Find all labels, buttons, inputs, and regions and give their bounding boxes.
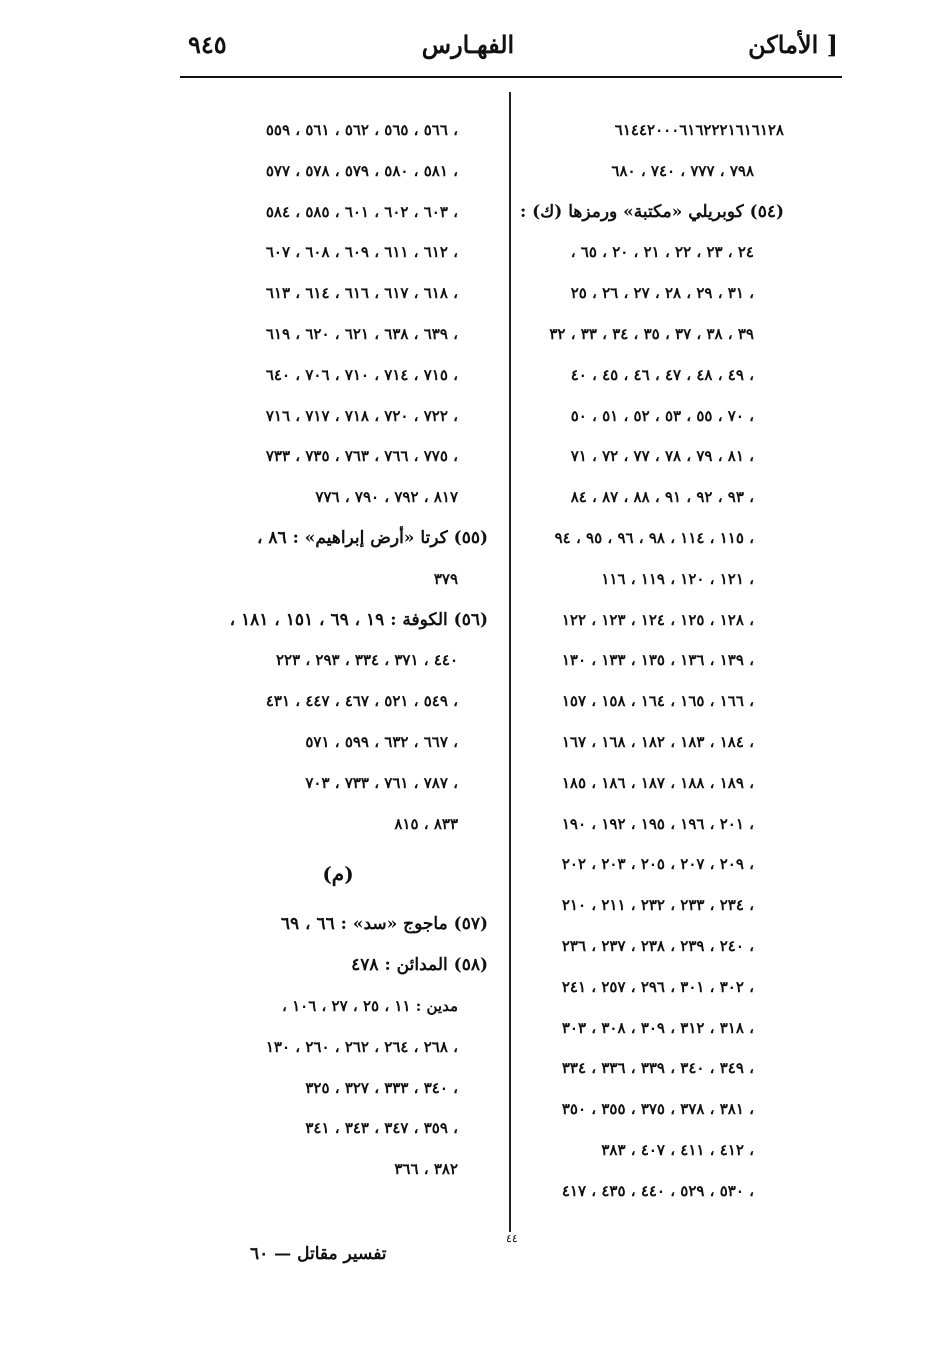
index-entry-heading: (٥٨) المدائن : ٤٧٨ bbox=[351, 955, 488, 976]
index-line: ، ١٢٨ ، ١٢٥ ، ١٢٤ ، ١٢٣ ، ١٢٢ bbox=[561, 610, 754, 629]
index-line: ، ٦٦٧ ، ٦٣٢ ، ٥٩٩ ، ٥٧١ bbox=[305, 732, 458, 751]
index-line: ٤٤٠ ، ٣٧١ ، ٣٣٤ ، ٢٩٣ ، ٢٢٣ bbox=[275, 651, 458, 670]
index-line: ، ٢٠٩ ، ٢٠٧ ، ٢٠٥ ، ٢٠٣ ، ٢٠٢ bbox=[561, 855, 754, 874]
index-line: ، ٢٠١ ، ١٩٦ ، ١٩٥ ، ١٩٢ ، ١٩٠ bbox=[561, 814, 754, 833]
index-line: ، ٢٣٤ ، ٢٣٣ ، ٢٣٢ ، ٢١١ ، ٢١٠ bbox=[561, 896, 754, 915]
index-line: ، ٥٨١ ، ٥٨٠ ، ٥٧٩ ، ٥٧٨ ، ٥٧٧ bbox=[265, 161, 458, 180]
index-line: ٨٣٣ ، ٨١٥ bbox=[394, 814, 458, 833]
index-line: ، ٧٧٥ ، ٧٦٦ ، ٧٦٣ ، ٧٣٥ ، ٧٣٣ bbox=[265, 447, 458, 466]
section-letter: (م) bbox=[322, 862, 354, 887]
index-line: ، ٣١٨ ، ٣١٢ ، ٣٠٩ ، ٣٠٨ ، ٣٠٣ bbox=[561, 1018, 754, 1037]
index-line: ، ٥٣٠ ، ٥٢٩ ، ٤٤٠ ، ٤٣٥ ، ٤١٧ bbox=[561, 1181, 754, 1200]
index-line: ، ٣٤٩ ، ٣٤٠ ، ٣٣٩ ، ٣٣٦ ، ٣٣٤ bbox=[561, 1059, 754, 1078]
index-line: ، ٦٣٩ ، ٦٣٨ ، ٦٢١ ، ٦٢٠ ، ٦١٩ bbox=[265, 324, 458, 343]
index-line: ٦١٤٤٢٠٠٠٦١٦٢٢٢١٦١٦١٢٨ bbox=[614, 121, 784, 139]
page-number: ٩٤٥ bbox=[188, 30, 227, 59]
index-line: ، ٥٦٦ ، ٥٦٥ ، ٥٦٢ ، ٥٦١ ، ٥٥٩ bbox=[265, 121, 458, 139]
index-line: ، ٧١٥ ، ٧١٤ ، ٧١٠ ، ٧٠٦ ، ٦٤٠ bbox=[265, 365, 458, 384]
index-line: ، ٤٩ ، ٤٨ ، ٤٧ ، ٤٦ ، ٤٥ ، ٤٠ bbox=[570, 365, 754, 384]
index-line: ، ٧٠ ، ٥٥ ، ٥٣ ، ٥٢ ، ٥١ ، ٥٠ bbox=[570, 406, 754, 425]
index-column-right bbox=[484, 110, 784, 1212]
index-line: ، ١٦٦ ، ١٦٥ ، ١٦٤ ، ١٥٨ ، ١٥٧ bbox=[561, 692, 754, 711]
index-entry-heading: (٥٥) كرتا «أرض إبراهيم» : ٨٦ ، bbox=[257, 527, 488, 548]
index-line: ٧٩٨ ، ٧٧٧ ، ٧٤٠ ، ٦٨٠ bbox=[611, 161, 754, 180]
running-head-title: الفهـارس bbox=[421, 30, 515, 59]
index-entry-heading: (٥٤) كوبريلي «مكتبة» ورمزها (ك) : bbox=[519, 201, 784, 222]
index-line: ، ١٨٩ ، ١٨٨ ، ١٨٧ ، ١٨٦ ، ١٨٥ bbox=[561, 773, 754, 792]
index-line: ، ٦١٨ ، ٦١٧ ، ٦١٦ ، ٦١٤ ، ٦١٣ bbox=[265, 284, 458, 303]
running-head-section: الأماكن ] bbox=[748, 30, 838, 59]
gutter-marker: ٤٤ bbox=[506, 1232, 518, 1245]
index-line: ، ١٨٤ ، ١٨٣ ، ١٨٢ ، ١٦٨ ، ١٦٧ bbox=[561, 732, 754, 751]
index-line: ، ٣١ ، ٢٩ ، ٢٨ ، ٢٧ ، ٢٦ ، ٢٥ bbox=[570, 284, 754, 303]
index-line: ، ١١٥ ، ١١٤ ، ٩٨ ، ٩٦ ، ٩٥ ، ٩٤ bbox=[554, 528, 754, 547]
index-line: ٣٧٩ bbox=[433, 569, 458, 588]
index-line: ٢٤ ، ٢٣ ، ٢٢ ، ٢١ ، ٢٠ ، ٦٥ ، bbox=[570, 243, 754, 262]
index-line: ، ٦٠٣ ، ٦٠٢ ، ٦٠١ ، ٥٨٥ ، ٥٨٤ bbox=[265, 202, 458, 221]
header-rule bbox=[180, 76, 842, 78]
index-line: ، ٧٢٢ ، ٧٢٠ ، ٧١٨ ، ٧١٧ ، ٧١٦ bbox=[265, 406, 458, 425]
index-line: ، ٧٨٧ ، ٧٦١ ، ٧٣٣ ، ٧٠٣ bbox=[305, 773, 458, 792]
page-footer: تفسير مقاتل — ٦٠ bbox=[250, 1244, 387, 1264]
index-line: ، ٨١ ، ٧٩ ، ٧٨ ، ٧٧ ، ٧٢ ، ٧١ bbox=[570, 447, 754, 466]
index-line: ، ٢٦٨ ، ٢٦٤ ، ٢٦٢ ، ٢٦٠ ، ١٣٠ bbox=[265, 1037, 458, 1056]
index-line: ، ٩٣ ، ٩٢ ، ٩١ ، ٨٨ ، ٨٧ ، ٨٤ bbox=[570, 488, 754, 507]
index-line: ، ٣٤٠ ، ٣٣٣ ، ٣٢٧ ، ٣٢٥ bbox=[305, 1078, 458, 1097]
index-column-left bbox=[188, 110, 488, 1190]
index-line: ، ٦١٢ ، ٦١١ ، ٦٠٩ ، ٦٠٨ ، ٦٠٧ bbox=[265, 243, 458, 262]
index-entry-heading: (٥٧) ماجوج «سد» : ٦٦ ، ٦٩ bbox=[280, 914, 488, 935]
index-line: ، ٥٤٩ ، ٥٢١ ، ٤٦٧ ، ٤٤٧ ، ٤٣١ bbox=[265, 692, 458, 711]
index-line: ، ٣٠٢ ، ٣٠١ ، ٢٩٦ ، ٢٥٧ ، ٢٤١ bbox=[561, 977, 754, 996]
index-line: ، ٣٨١ ، ٣٧٨ ، ٣٧٥ ، ٣٥٥ ، ٣٥٠ bbox=[561, 1100, 754, 1119]
index-line: ٣٩ ، ٣٨ ، ٣٧ ، ٣٥ ، ٣٤ ، ٣٣ ، ٣٢ bbox=[549, 324, 754, 343]
index-line: ، ٢٤٠ ، ٢٣٩ ، ٢٣٨ ، ٢٣٧ ، ٢٣٦ bbox=[561, 936, 754, 955]
index-line: ٣٨٢ ، ٣٦٦ bbox=[394, 1160, 458, 1179]
index-line: ، ٣٥٩ ، ٣٤٧ ، ٣٤٣ ، ٣٤١ bbox=[305, 1119, 458, 1138]
index-line: ، ١٢١ ، ١٢٠ ، ١١٩ ، ١١٦ bbox=[601, 569, 754, 588]
index-line: ، ١٣٩ ، ١٣٦ ، ١٣٥ ، ١٣٣ ، ١٣٠ bbox=[561, 651, 754, 670]
index-line: ، ٤١٢ ، ٤١١ ، ٤٠٧ ، ٣٨٣ bbox=[601, 1140, 754, 1159]
index-line: مدين : ١١ ، ٢٥ ، ٢٧ ، ١٠٦ ، bbox=[282, 996, 458, 1015]
index-entry-heading: (٥٦) الكوفة : ١٩ ، ٦٩ ، ١٥١ ، ١٨١ ، bbox=[229, 609, 488, 630]
index-line: ٨١٧ ، ٧٩٢ ، ٧٩٠ ، ٧٧٦ bbox=[315, 488, 458, 507]
